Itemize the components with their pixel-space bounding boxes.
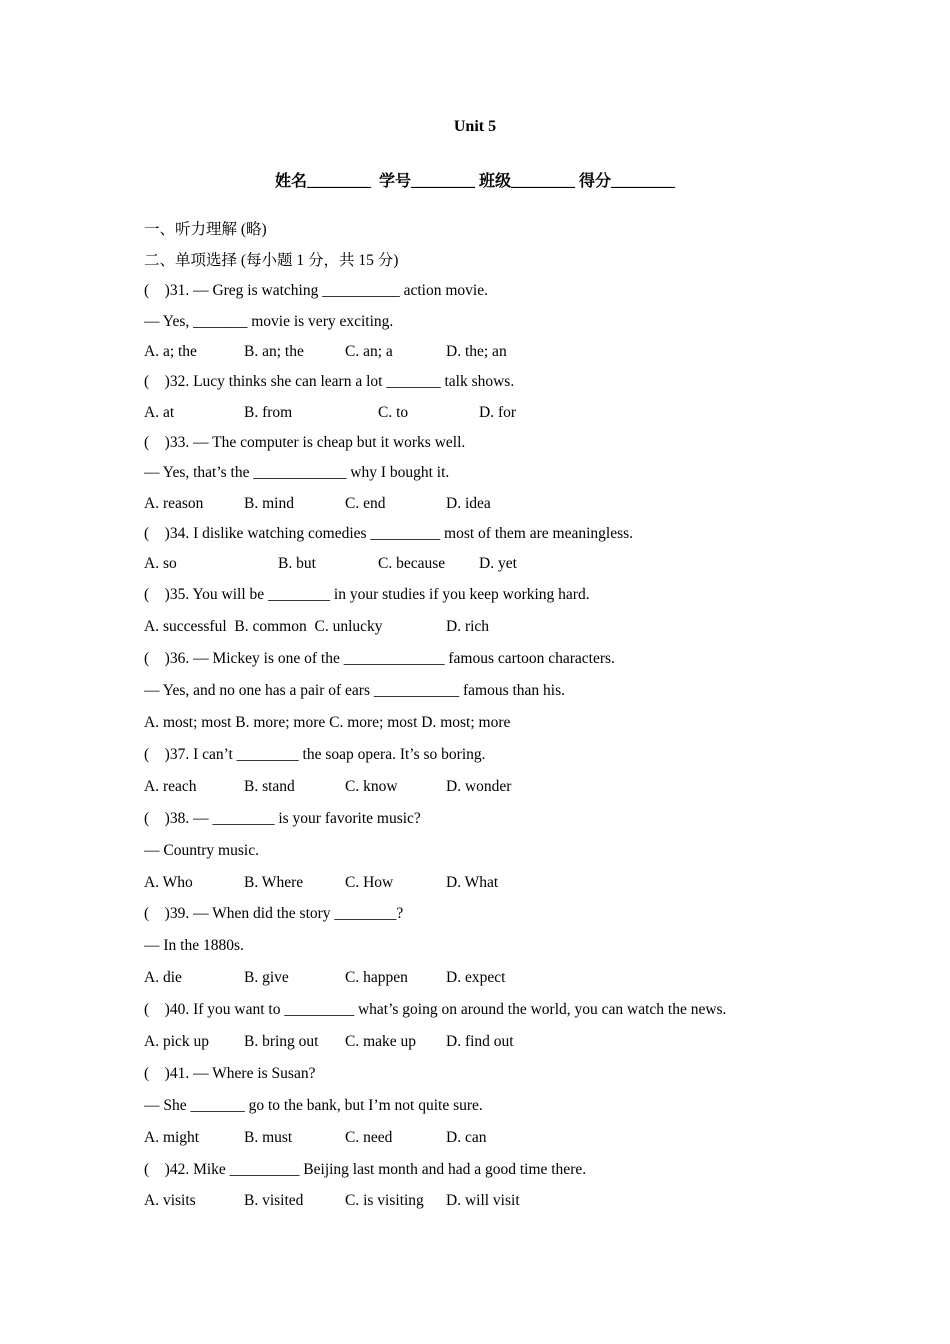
option-b: B. from xyxy=(244,404,293,421)
option-c: C. is visiting xyxy=(345,1192,424,1209)
question-33-options xyxy=(144,494,844,514)
question-37-options xyxy=(144,777,844,797)
option-a-b-c: A. successful B. common C. unlucky xyxy=(144,618,383,635)
option-b: B. visited xyxy=(244,1192,304,1209)
question-31-options xyxy=(144,342,844,362)
option-d: D. the; an xyxy=(446,343,507,360)
option-d: D. find out xyxy=(446,1033,514,1050)
question-34-stem: ( )34. I dislike watching comedies _________ most of them are meaningless. xyxy=(144,525,634,542)
question-39-stem: ( )39. — When did the story ________? xyxy=(144,905,404,922)
question-42-options xyxy=(144,1191,844,1211)
question-36-stem: ( )36. — Mickey is one of the _____________ famous cartoon characters. xyxy=(144,650,615,667)
option-b: B. mind xyxy=(244,495,294,512)
option-a: A. so xyxy=(144,555,177,572)
option-c: C. because xyxy=(378,555,446,572)
option-c: C. happen xyxy=(345,969,408,986)
option-a: A. at xyxy=(144,404,175,421)
page-title: Unit 5 xyxy=(453,118,497,135)
question-39-options xyxy=(144,968,844,988)
question-31-stem-reply: — Yes, _______ movie is very exciting. xyxy=(144,313,394,330)
section-single-choice: 二、单项选择 (每小题 1 分，共 15 分) xyxy=(144,252,399,269)
question-41-options xyxy=(144,1128,844,1148)
option-c: C. know xyxy=(345,778,398,795)
option-a: A. reason xyxy=(144,495,204,512)
option-d: D. will visit xyxy=(446,1192,520,1209)
option-d: D. idea xyxy=(446,495,491,512)
option-d: D. for xyxy=(479,404,517,421)
question-41-stem: ( )41. — Where is Susan? xyxy=(144,1065,316,1082)
question-41-stem-reply: — She _______ go to the bank, but I’m not quite sure. xyxy=(144,1097,483,1114)
question-33-stem: ( )33. — The computer is cheap but it works well. xyxy=(144,434,466,451)
option-a: A. might xyxy=(144,1129,200,1146)
option-d: D. wonder xyxy=(446,778,512,795)
option-a: A. Who xyxy=(144,874,193,891)
question-36-stem-reply: — Yes, and no one has a pair of ears ___________ famous than his. xyxy=(144,682,566,699)
option-a: A. reach xyxy=(144,778,197,795)
option-a: A. a; the xyxy=(144,343,197,360)
question-40-options xyxy=(144,1032,844,1052)
question-39-stem-reply: — In the 1880s. xyxy=(144,937,244,954)
student-info-line: 姓名________ 学号________ 班级________ 得分________ xyxy=(274,173,675,190)
option-b: B. stand xyxy=(244,778,295,795)
question-38-stem: ( )38. — ________ is your favorite music? xyxy=(144,810,421,827)
option-c: C. How xyxy=(345,874,394,891)
question-32-options xyxy=(144,403,844,423)
option-d: D. yet xyxy=(479,555,517,572)
question-38-stem-reply: — Country music. xyxy=(144,842,259,859)
question-33-stem-reply: — Yes, that’s the ____________ why I bought it. xyxy=(144,464,450,481)
option-a: A. visits xyxy=(144,1192,196,1209)
option-c: C. make up xyxy=(345,1033,417,1050)
question-34-options xyxy=(144,554,844,574)
question-42-stem: ( )42. Mike _________ Beijing last month and had a good time there. xyxy=(144,1161,587,1178)
question-35-stem: ( )35. You will be ________ in your studies if you keep working hard. xyxy=(144,586,590,603)
option-d: D. rich xyxy=(446,618,490,635)
option-d: D. can xyxy=(446,1129,487,1146)
question-40-stem: ( )40. If you want to _________ what’s going on around the world, you can watch the news. xyxy=(144,1001,727,1018)
option-b: B. must xyxy=(244,1129,293,1146)
question-36-options xyxy=(144,713,844,733)
option-c: C. to xyxy=(378,404,409,421)
option-c: C. end xyxy=(345,495,386,512)
option-a: A. pick up xyxy=(144,1033,210,1050)
section-listening: 一、听力理解 (略) xyxy=(144,221,267,238)
question-35-options xyxy=(144,617,844,637)
option-c: C. an; a xyxy=(345,343,393,360)
question-31-stem: ( )31. — Greg is watching __________ action movie. xyxy=(144,282,488,299)
question-37-stem: ( )37. I can’t ________ the soap opera. It’s so boring. xyxy=(144,746,486,763)
option-b: B. but xyxy=(278,555,316,572)
question-32-stem: ( )32. Lucy thinks she can learn a lot _______ talk shows. xyxy=(144,373,515,390)
option-d: D. What xyxy=(446,874,499,891)
option-d: D. expect xyxy=(446,969,506,986)
option-b: B. an; the xyxy=(244,343,304,360)
option-b: B. Where xyxy=(244,874,304,891)
option-c: C. need xyxy=(345,1129,393,1146)
option-b: B. give xyxy=(244,969,289,986)
option-a-b-c-d: A. most; most B. more; more C. more; most D. most; more xyxy=(144,714,511,731)
option-b: B. bring out xyxy=(244,1033,319,1050)
question-38-options xyxy=(144,873,844,893)
option-a: A. die xyxy=(144,969,182,986)
